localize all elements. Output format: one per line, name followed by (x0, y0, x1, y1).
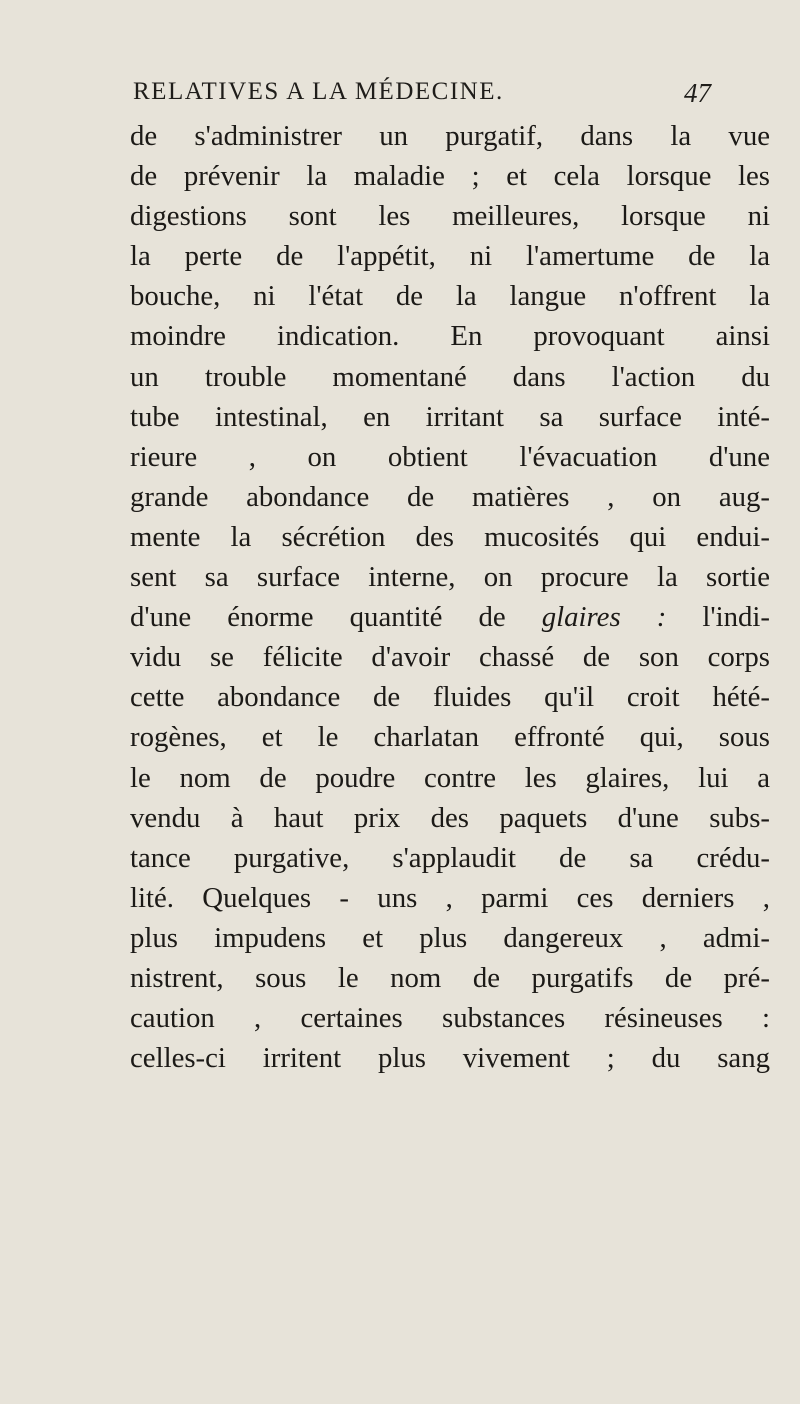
text-line: un trouble momentané dans l'action du (130, 360, 770, 393)
text-line: cette abondance de fluides qu'il croit hété- (130, 681, 770, 714)
text-line: vidu se félicite d'avoir chassé de son corps (130, 641, 770, 674)
text-line: rogènes, et le charlatan effronté qui, sous (130, 721, 770, 754)
page-number: 47 (684, 78, 711, 108)
text-line: de prévenir la maladie ; et cela lorsque les (130, 160, 770, 193)
text-line: de s'administrer un purgatif, dans la vue (130, 120, 770, 152)
text-line-with-italic (130, 597, 770, 637)
text-line: moindre indication. En provoquant ainsi (130, 320, 770, 353)
text-line: sent sa surface interne, on procure la sortie (130, 561, 770, 594)
text-line: lité. Quelques - uns , parmi ces derniers , (130, 881, 770, 914)
body-text (130, 116, 770, 1078)
text-line: caution , certaines substances résineuses : (130, 1002, 770, 1035)
text-line: digestions sont les meilleures, lorsque ni (130, 200, 770, 233)
text-line: plus impudens et plus dangereux , admi- (130, 921, 770, 954)
text-segment: d'une énorme quantité de (130, 601, 542, 634)
text-segment: l'indi- (666, 601, 770, 634)
text-line: la perte de l'appétit, ni l'amertume de la (130, 240, 770, 273)
text-line: vendu à haut prix des paquets d'une subs- (130, 801, 770, 834)
text-line: nistrent, sous le nom de purgatifs de pré- (130, 961, 770, 994)
text-line: bouche, ni l'état de la langue n'offrent la (130, 280, 770, 313)
text-line: le nom de poudre contre les glaires, lui a (130, 761, 770, 794)
running-title: RELATIVES A LA MÉDECINE. (133, 78, 504, 105)
text-line: rieure , on obtient l'évacuation d'une (130, 440, 770, 473)
text-line: grande abondance de matières , on aug- (130, 480, 770, 513)
running-head (0, 78, 800, 114)
text-line: tube intestinal, en irritant sa surface inté- (130, 400, 770, 433)
text-line: celles-ci irritent plus vivement ; du sang (130, 1042, 770, 1075)
italic-term: glaires : (541, 601, 667, 634)
text-line: mente la sécrétion des mucosités qui endui- (130, 520, 770, 553)
text-line: tance purgative, s'applaudit de sa crédu- (130, 841, 770, 874)
